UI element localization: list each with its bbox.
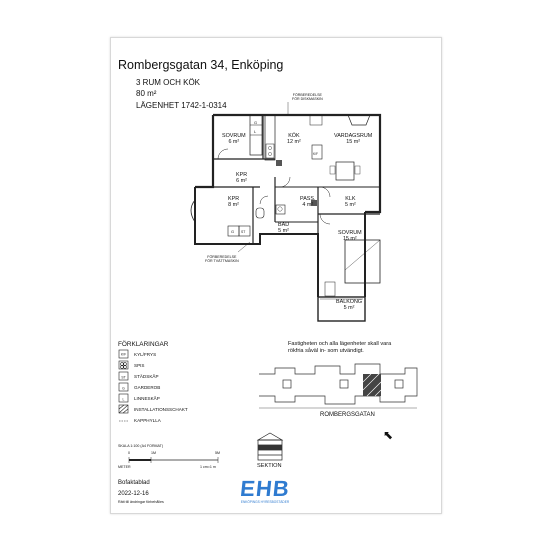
room-label: KPR 8 m² (228, 196, 240, 209)
room-label: BAD 5 m² (278, 222, 290, 235)
dining-table (336, 162, 354, 180)
room-label: BALKONG 5 m² (336, 299, 363, 312)
scale-tick-1: 1M (151, 451, 156, 455)
doc-date: 2022-12-16 (118, 491, 149, 497)
room-label: KPR 6 m² (236, 172, 248, 185)
legend-symbols (118, 349, 218, 434)
logo-caption: ENKÖPINGS HYRESBOSTÄDER (240, 500, 290, 504)
scale-ratio: 1 cm=1 m (200, 465, 216, 469)
kitchen-counter (265, 115, 275, 160)
page-title: Rombergsgatan 34, Enköping (118, 58, 284, 72)
scale-bar (118, 456, 228, 464)
legend-symbol-l: L (122, 397, 125, 402)
dishwasher-note (292, 93, 323, 102)
legend-item-label: STÄDSKÅP (134, 374, 159, 379)
mark-l1: L (254, 129, 257, 134)
scale-tick-5: 5M (215, 451, 220, 455)
mark-st: ST (241, 230, 246, 234)
scale-unit: METER (118, 465, 131, 469)
washer-note-line1: FÖRBEREDELSE (207, 255, 237, 259)
total-area: 80 m² (136, 89, 157, 98)
stove (266, 144, 274, 158)
rooms-summary: 3 RUM OCH KÖK (136, 78, 201, 87)
room-label: SOVRUM 15 m² (338, 230, 362, 243)
north-arrow-icon: ⬉ (383, 428, 394, 442)
legend-item-label: INSTALLATIONSSCHAKT (134, 407, 188, 412)
room-label: PASS. 4 m² (300, 196, 316, 209)
legend-title: FÖRKLARINGAR (118, 341, 169, 348)
legend-item-label: GARDEROB (134, 385, 161, 390)
mark-g2: G (231, 229, 235, 234)
legend-symbol-kf: K/F (120, 352, 127, 357)
legend-item-label: KYL/FRYS (134, 352, 157, 357)
washbasin (276, 205, 285, 214)
washer-note (205, 255, 239, 264)
room-label: SOVRUM 6 m² (222, 133, 246, 146)
washer-note-line2: FÖR TVÄTTMASKIN (205, 259, 239, 264)
legend-item-label: SPIS (134, 363, 145, 368)
dishwasher-note-line1: FÖRBEREDELSE (292, 93, 322, 97)
scale-caption: SKALA 1:100 (A4 FORMAT) (118, 444, 164, 448)
apartment-number: LÄGENHET 1742-1-0314 (136, 101, 227, 110)
floor-plan (190, 92, 395, 322)
room-label: VARDAGSRUM 15 m² (334, 133, 373, 146)
scale-tick-0: 0 (128, 451, 130, 455)
room-label: KÖK 12 m² (287, 133, 301, 146)
smoke-free-notice: Fastigheten och alla lägenheter skall vara rökfria såväl in- som utvändigt. (288, 341, 392, 354)
doc-type: Bofaktablad (118, 480, 150, 486)
section-label: SEKTION (257, 463, 282, 469)
bed (345, 240, 380, 283)
section-drawing (255, 430, 285, 462)
legend-item-label: KAPPHYLLA (134, 418, 161, 423)
ehb-logo: EHB (239, 476, 292, 501)
street-name: ROMBERGSGATAN (320, 412, 375, 418)
legend-symbol-st: ST (121, 375, 126, 380)
dishwasher-note-line2: FÖR DISKMASKIN (292, 97, 323, 102)
legend-symbol-g: G (122, 386, 125, 391)
legend-item-label: LINNESKÅP (134, 396, 160, 401)
room-label: KLK 5 m² (345, 196, 356, 209)
outer-wall (195, 115, 213, 187)
mark-kf: K/F (313, 152, 318, 156)
site-plan (255, 360, 425, 415)
disclaimer: Rätt till ändringar förbehålles (118, 500, 164, 504)
wc (256, 208, 264, 218)
mark-g1: G (254, 120, 258, 125)
